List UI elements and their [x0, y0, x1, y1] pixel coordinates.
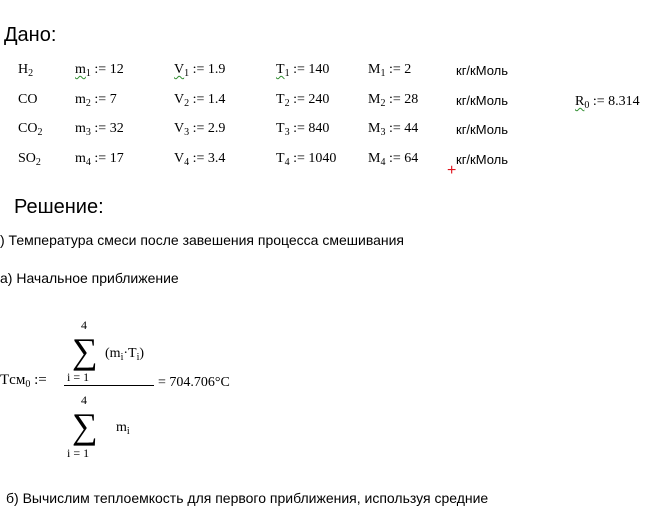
step-a-text: а) Начальное приближение: [0, 270, 179, 286]
volume-def: $V_3$ := 2.9: [174, 121, 226, 138]
heading-solution: Решение:: [14, 196, 104, 218]
gas-name: $CO_2$: [18, 121, 43, 138]
temperature-def: $T_2$ := 240: [276, 92, 330, 109]
mass-def: $m_4$ := 17: [75, 151, 124, 168]
molar-mass-def: $M_4$ := 64: [368, 151, 419, 168]
unit-label: кг/кМоль: [456, 93, 509, 108]
heading-given: Дано:: [4, 24, 57, 46]
mass-def: $m_2$ := 7: [75, 92, 117, 109]
sum-upper-limit: 4: [81, 393, 87, 407]
fraction-bar: [64, 385, 154, 386]
unit-label: кг/кМоль: [456, 152, 509, 167]
numerator-term: $(m_i\cdot T_i)$: [105, 346, 145, 363]
molar-mass-def: $M_2$ := 28: [368, 92, 419, 109]
formula-lhs: Tсм$_0$ :=: [0, 372, 47, 390]
molar-mass-def: $M_1$ := 2: [368, 62, 412, 79]
volume-def: $V_4$ := 3.4: [174, 151, 226, 168]
insertion-cursor-marker[interactable]: +: [447, 162, 457, 179]
step-1-text: ) Температура смеси после завешения процесса смешивания: [0, 232, 405, 248]
gas-name: $SO_2$: [18, 151, 41, 168]
temperature-def: $T_4$ := 1040: [276, 151, 337, 168]
sum-upper-limit: 4: [81, 318, 87, 332]
mass-def: $m_3$ := 32: [75, 121, 124, 138]
formula-result: = 704.706°C: [158, 375, 230, 390]
denominator-term: $m_i$: [116, 420, 130, 437]
unit-label: кг/кМоль: [456, 122, 509, 137]
gas-name: $H_2$: [18, 62, 34, 79]
temperature-def: $T_1$ := 140: [276, 62, 330, 79]
volume-def: $V_2$ := 1.4: [174, 92, 226, 109]
sum-lower-limit: i = 1: [67, 370, 90, 384]
temperature-def: $T_3$ := 840: [276, 121, 330, 138]
gas-name: CO: [18, 92, 38, 107]
volume-def: $V_1$ := 1.9: [174, 62, 226, 79]
sum-lower-limit: i = 1: [67, 446, 90, 460]
mass-def: $m_1$ := 12: [75, 62, 124, 79]
sigma-symbol: ∑: [72, 331, 98, 371]
molar-mass-def: $M_3$ := 44: [368, 121, 419, 138]
unit-label: кг/кМоль: [456, 63, 509, 78]
step-b-text: б) Вычислим теплоемкость для первого приближения, используя средние: [6, 490, 489, 506]
sigma-symbol: ∑: [72, 406, 98, 446]
gas-constant-def[interactable]: $R_0$ := 8.314: [575, 94, 640, 111]
